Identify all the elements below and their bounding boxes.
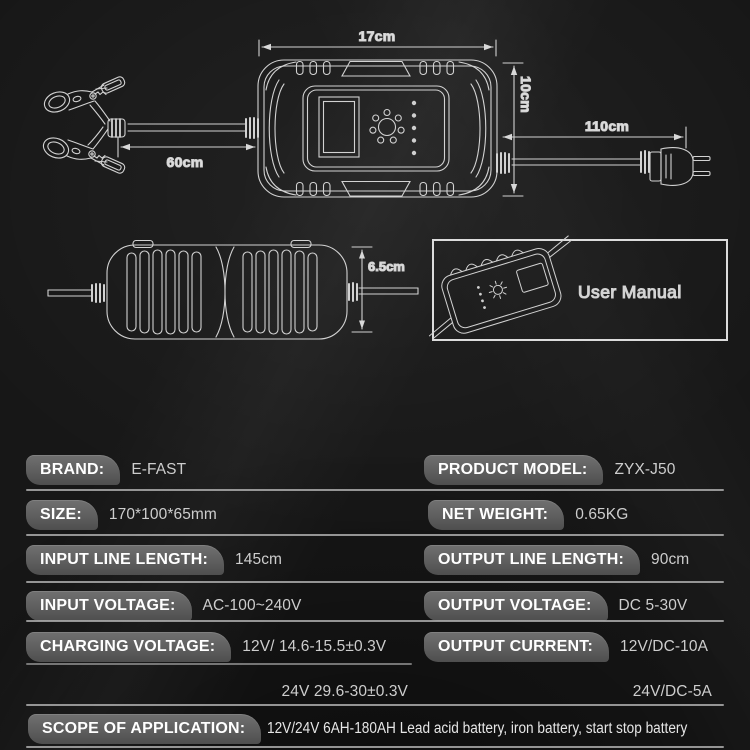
spec-cell-output-current (424, 632, 708, 662)
clamp-positive (41, 76, 126, 124)
spec-label-tag: NET WEIGHT: (428, 500, 564, 530)
spec-label-tag: INPUT VOLTAGE: (26, 591, 192, 621)
row-divider-left (26, 663, 412, 665)
spec-cell-product-model (424, 455, 675, 485)
dim-ac-cable-label: 110cm (584, 118, 630, 134)
spec-value: DC 5-30V (618, 597, 688, 614)
spec-value-charging-voltage-24v: 24V 29.6-30±0.3V (281, 683, 408, 700)
spec-label-tag: PRODUCT MODEL: (424, 455, 603, 485)
mode-button-icon (370, 110, 404, 144)
ac-cable-strain-relief (497, 153, 509, 173)
spec-value: 170*100*65mm (108, 506, 217, 523)
charger-3d-sketch (413, 234, 589, 344)
row-divider (26, 581, 724, 583)
spec-cell-scope-of-application (28, 714, 745, 744)
dim-clamp-cable-label: 60cm (166, 154, 204, 170)
dimension-clamp-cable (118, 137, 255, 170)
led-indicators (412, 101, 416, 155)
spec-cell-charging-voltage (26, 632, 386, 662)
display-screen (319, 97, 359, 157)
dim-height-label: 10cm (518, 76, 534, 114)
spec-value: 0.65KG (575, 506, 629, 523)
row-divider (26, 534, 724, 536)
clamp-negative (40, 127, 126, 174)
spec-label-tag: SIZE: (26, 500, 98, 530)
dimension-width (259, 28, 496, 56)
spec-value: ZYX-J50 (614, 461, 676, 478)
spec-label-tag: SCOPE OF APPLICATION: (28, 714, 261, 744)
spec-label-tag: OUTPUT VOLTAGE: (424, 591, 608, 621)
ac-plug-icon (512, 148, 710, 186)
spec-cell-input-voltage (26, 591, 301, 621)
row-divider (26, 704, 724, 706)
row-divider (26, 489, 724, 491)
dc-cable-strain-relief (246, 118, 258, 138)
spec-value-scope: 12V/24V 6AH-180AH Lead acid battery, iron battery, start stop battery (267, 720, 688, 737)
dimension-height (503, 63, 534, 196)
spec-value-output-current-24v: 24V/DC-5A (632, 683, 712, 700)
battery-clamps-icon (40, 76, 245, 175)
spec-label-tag: OUTPUT CURRENT: (424, 632, 609, 662)
spec-cell-size (26, 500, 217, 530)
spec-label-tag: CHARGING VOLTAGE: (26, 632, 231, 662)
dimension-side-height (352, 247, 405, 332)
spec-value: E-FAST (131, 461, 187, 478)
spec-cell-input-line-length (26, 545, 282, 575)
spec-label-tag: INPUT LINE LENGTH: (26, 545, 224, 575)
row-divider (26, 620, 724, 622)
spec-cell-output-line-length (424, 545, 689, 575)
row-divider (26, 746, 724, 748)
spec-value: 12V/ 14.6-15.5±0.3V (242, 638, 387, 655)
spec-value: 12V/DC-10A (620, 638, 709, 655)
spec-cell-net-weight (428, 500, 628, 530)
spec-value: 90cm (651, 551, 690, 568)
charger-front-view-drawing (246, 60, 509, 197)
spec-cell-brand (26, 455, 186, 485)
spec-label-tag: OUTPUT LINE LENGTH: (424, 545, 640, 575)
user-manual-box (413, 234, 727, 344)
user-manual-label: User Manual (578, 282, 682, 302)
top-vent-slots (297, 62, 454, 77)
spec-label-tag: BRAND: (26, 455, 120, 485)
spec-cell-output-voltage (424, 591, 687, 621)
bottom-vent-slots (297, 182, 454, 197)
dim-width-label: 17cm (358, 28, 396, 44)
spec-value: AC-100~240V (202, 597, 302, 614)
spec-value: 145cm (235, 551, 283, 568)
dim-side-height-label: 6.5cm (368, 259, 405, 274)
dimension-ac-cable (503, 118, 686, 148)
